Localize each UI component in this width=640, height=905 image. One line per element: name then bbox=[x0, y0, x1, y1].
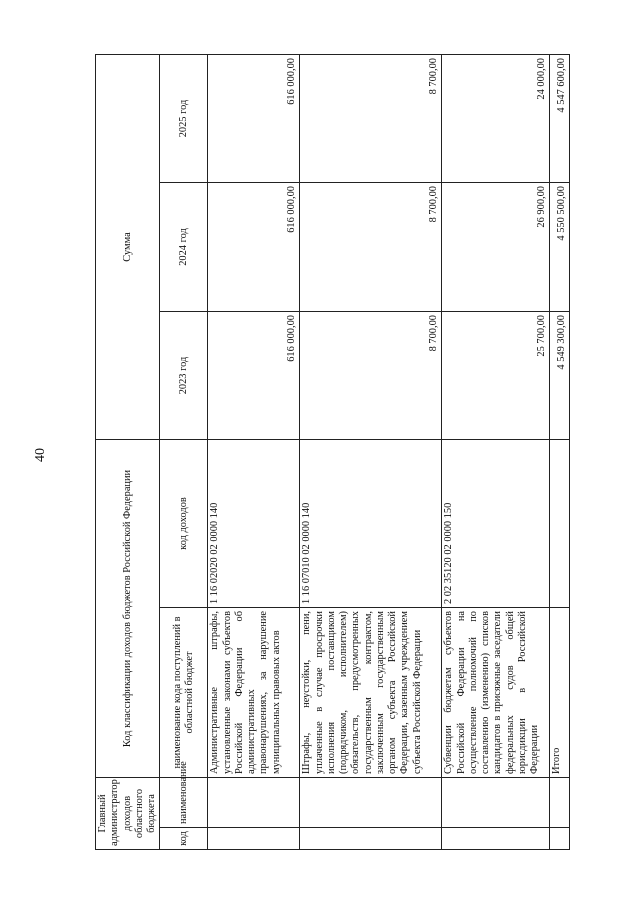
income-name-cell: Субвенции бюджетам субъектов Российской Федерации на осуществление полномочий по составлению (изменению) списков кандидатов в присяжные заседатели федеральных судов общей юрисдикции в Российской Федерации bbox=[442, 608, 550, 778]
table-row bbox=[300, 55, 442, 850]
table-row bbox=[442, 55, 550, 850]
admin-code-header: код bbox=[160, 828, 208, 850]
year-2024-header: 2024 год bbox=[160, 183, 208, 312]
income-code-cell: 1 16 07010 02 0000 140 bbox=[300, 440, 442, 608]
amount-2025-cell: 24 000,00 bbox=[442, 55, 550, 183]
income-name-cell: Административные штрафы, установленные законами субъектов Российской Федерации об административных правонарушениях, за нарушение муниципальных правовых актов bbox=[208, 608, 300, 778]
total-label: Итого bbox=[550, 608, 570, 778]
total-admin-code-cell bbox=[550, 828, 570, 850]
admin-code-cell bbox=[208, 828, 300, 850]
admin-group-header: Главный администратор доходов областного бюджета bbox=[96, 778, 160, 850]
amount-2024-cell: 616 000,00 bbox=[208, 183, 300, 312]
admin-code-cell bbox=[300, 828, 442, 850]
amount-2025-cell: 616 000,00 bbox=[208, 55, 300, 183]
year-2025-header: 2025 год bbox=[160, 55, 208, 183]
income-name-header: наименование кода поступлений в областной бюджет bbox=[160, 608, 208, 778]
classification-group-header: Код классификации доходов бюджетов Российской Федерации bbox=[96, 440, 160, 778]
amount-2024-cell: 8 700,00 bbox=[300, 183, 442, 312]
income-code-cell: 2 02 35120 02 0000 150 bbox=[442, 440, 550, 608]
amount-2023-cell: 616 000,00 bbox=[208, 312, 300, 440]
admin-code-cell bbox=[442, 828, 550, 850]
admin-name-cell bbox=[208, 778, 300, 828]
sum-group-header: Сумма bbox=[96, 55, 160, 440]
admin-name-header: наименование bbox=[160, 778, 208, 828]
income-code-cell: 1 16 02020 02 0000 140 bbox=[208, 440, 300, 608]
amount-2023-cell: 25 700,00 bbox=[442, 312, 550, 440]
total-admin-name-cell bbox=[550, 778, 570, 828]
header-row-1 bbox=[96, 55, 160, 850]
amount-2025-cell: 8 700,00 bbox=[300, 55, 442, 183]
amount-2023-cell: 8 700,00 bbox=[300, 312, 442, 440]
amount-2024-cell: 26 900,00 bbox=[442, 183, 550, 312]
total-2024: 4 550 500,00 bbox=[550, 183, 570, 312]
page-number: 40 bbox=[33, 448, 48, 462]
total-2023: 4 549 300,00 bbox=[550, 312, 570, 440]
admin-name-cell bbox=[442, 778, 550, 828]
total-2025: 4 547 600,00 bbox=[550, 55, 570, 183]
income-code-header: код доходов bbox=[160, 440, 208, 608]
total-code-cell bbox=[550, 440, 570, 608]
total-row bbox=[550, 55, 570, 850]
admin-name-cell bbox=[300, 778, 442, 828]
year-2023-header: 2023 год bbox=[160, 312, 208, 440]
rotated-table-container bbox=[95, 55, 568, 850]
header-row-2 bbox=[160, 55, 208, 850]
income-classification-table bbox=[95, 54, 570, 850]
table-row bbox=[208, 55, 300, 850]
income-name-cell: Штрафы, неустойки, пени, уплаченные в случае просрочки исполнения поставщиком (подрядчиком, исполнителем) обязательств, предусмотренных государственным контрактом, заключенным государственным органом субъекта Российской Федерации, казенным учреждением субъекта Российской Федерации bbox=[300, 608, 442, 778]
